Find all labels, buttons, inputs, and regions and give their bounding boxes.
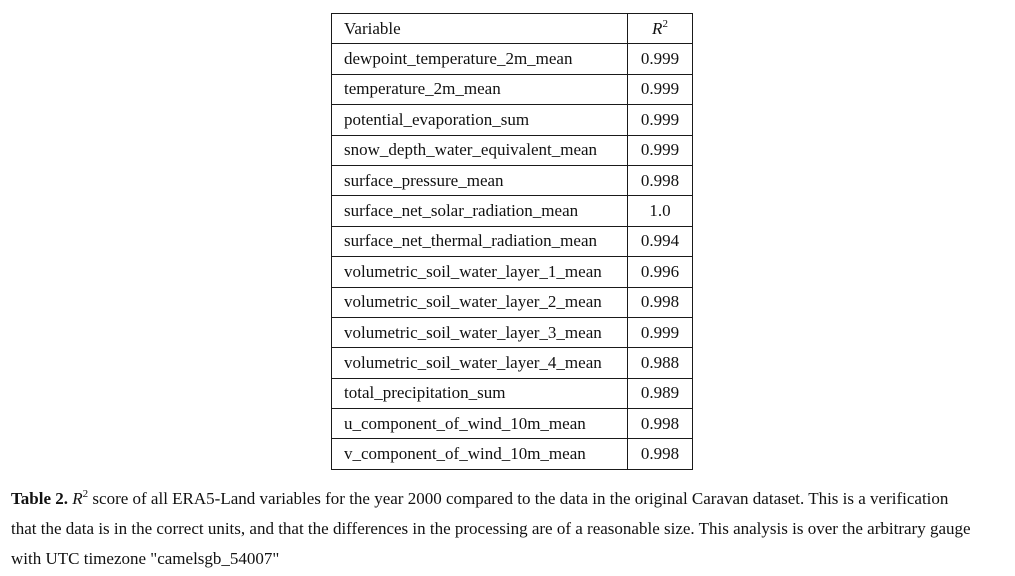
table-row bbox=[332, 135, 693, 165]
r-squared-cell: 0.998 bbox=[628, 287, 693, 317]
table-row bbox=[332, 348, 693, 378]
r-squared-cell: 0.999 bbox=[628, 317, 693, 347]
r-squared-cell: 0.999 bbox=[628, 105, 693, 135]
caption-r-exponent: 2 bbox=[82, 488, 89, 500]
caption-line-2: that the data is in the correct units, and that the differences in the processing are of a reasonable size. This analysis is over the arbitrary gauge bbox=[11, 519, 971, 538]
table-row bbox=[332, 439, 693, 469]
table-caption bbox=[11, 484, 1015, 574]
variable-cell: total_precipitation_sum bbox=[332, 378, 628, 408]
r-squared-cell: 0.994 bbox=[628, 226, 693, 256]
table-header-row bbox=[332, 14, 693, 44]
caption-line-3: with UTC timezone "camelsgb_54007" bbox=[11, 549, 280, 568]
caption-r-symbol: R bbox=[72, 489, 83, 508]
table-row bbox=[332, 165, 693, 195]
table-row bbox=[332, 378, 693, 408]
table-row bbox=[332, 257, 693, 287]
table-row bbox=[332, 196, 693, 226]
r-squared-cell: 0.999 bbox=[628, 44, 693, 74]
table-row bbox=[332, 226, 693, 256]
results-table-body bbox=[332, 14, 693, 470]
variable-cell: surface_net_thermal_radiation_mean bbox=[332, 226, 628, 256]
r-squared-cell: 0.998 bbox=[628, 409, 693, 439]
variable-cell: potential_evaporation_sum bbox=[332, 105, 628, 135]
caption-line-1 bbox=[11, 484, 1015, 514]
table-row bbox=[332, 287, 693, 317]
variable-cell: volumetric_soil_water_layer_1_mean bbox=[332, 257, 628, 287]
variable-cell: u_component_of_wind_10m_mean bbox=[332, 409, 628, 439]
variable-cell: temperature_2m_mean bbox=[332, 74, 628, 104]
variable-cell: surface_pressure_mean bbox=[332, 165, 628, 195]
r-squared-cell: 1.0 bbox=[628, 196, 693, 226]
r-squared-cell: 0.999 bbox=[628, 74, 693, 104]
header-r-symbol: R bbox=[652, 18, 663, 38]
header-r-exponent: 2 bbox=[662, 17, 668, 30]
r-squared-cell: 0.999 bbox=[628, 135, 693, 165]
r-squared-cell: 0.996 bbox=[628, 257, 693, 287]
table-row bbox=[332, 105, 693, 135]
r-squared-cell: 0.988 bbox=[628, 348, 693, 378]
table-row bbox=[332, 317, 693, 347]
r-squared-cell: 0.998 bbox=[628, 439, 693, 469]
r-squared-cell: 0.989 bbox=[628, 378, 693, 408]
header-variable: Variable bbox=[332, 14, 628, 44]
variable-cell: snow_depth_water_equivalent_mean bbox=[332, 135, 628, 165]
r-squared-cell: 0.998 bbox=[628, 165, 693, 195]
variable-cell: volumetric_soil_water_layer_4_mean bbox=[332, 348, 628, 378]
variable-cell: volumetric_soil_water_layer_2_mean bbox=[332, 287, 628, 317]
variable-cell: surface_net_solar_radiation_mean bbox=[332, 196, 628, 226]
variable-cell: v_component_of_wind_10m_mean bbox=[332, 439, 628, 469]
variable-cell: volumetric_soil_water_layer_3_mean bbox=[332, 317, 628, 347]
results-table bbox=[331, 13, 693, 470]
variable-cell: dewpoint_temperature_2m_mean bbox=[332, 44, 628, 74]
table-row bbox=[332, 44, 693, 74]
table-row bbox=[332, 74, 693, 104]
results-table-container bbox=[331, 13, 693, 470]
caption-label: Table 2. bbox=[11, 489, 69, 508]
table-row bbox=[332, 409, 693, 439]
header-r-squared bbox=[628, 14, 693, 44]
caption-text-1: score of all ERA5-Land variables for the year 2000 compared to the data in the original Caravan dataset. This is a verification bbox=[88, 489, 949, 508]
